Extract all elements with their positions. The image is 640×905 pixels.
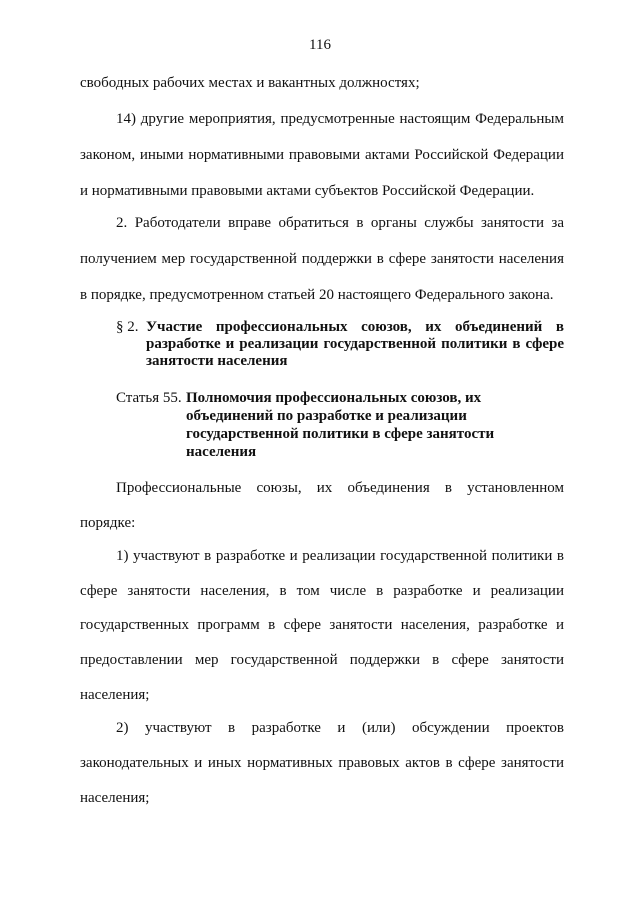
section-heading xyxy=(146,319,564,370)
section-heading-line: занятости населения xyxy=(146,353,288,369)
article-heading-line: объединений по разработке и реализации xyxy=(186,408,467,424)
article-heading xyxy=(186,389,516,461)
text-line: в порядке, предусмотренном статьей 20 настоящего Федерального закона. xyxy=(80,287,554,303)
text-line: населения; xyxy=(80,790,150,806)
text-line: сфере занятости населения, в том числе в разработке и реализации xyxy=(80,583,564,599)
text-line: получением мер государственной поддержки в сфере занятости населения xyxy=(80,251,564,267)
text-line: и нормативными правовыми актами субъектов Российской Федерации. xyxy=(80,183,535,199)
article-heading-line: Полномочия профессиональных союзов, их xyxy=(186,390,482,406)
text-line: законом, иными нормативными правовыми актами Российской Федерации xyxy=(80,147,564,163)
text-line: порядке: xyxy=(80,515,136,531)
text-line: 2) участвуют в разработке и (или) обсуждении проектов xyxy=(116,720,564,736)
section-number: § 2. xyxy=(116,319,139,335)
text-line: 1) участвуют в разработке и реализации государственной политики в xyxy=(116,548,564,564)
text-line: населения; xyxy=(80,687,150,703)
article-heading-line: государственной политики в сфере занятости xyxy=(186,426,495,442)
text-line: 14) другие мероприятия, предусмотренные настоящим Федеральным xyxy=(116,111,564,127)
article-label: Статья 55. xyxy=(116,390,182,406)
section-heading-line: разработке и реализации государственной политики в сфере xyxy=(146,336,564,352)
text-line: 2. Работодатели вправе обратиться в органы службы занятости за xyxy=(116,215,564,231)
section-heading-line: Участие профессиональных союзов, их объединений в xyxy=(146,319,564,335)
text-line: Профессиональные союзы, их объединения в установленном xyxy=(116,480,564,496)
text-line: государственных программ в сфере занятости населения, разработке и xyxy=(80,617,564,633)
page-number: 116 xyxy=(309,37,331,53)
article-heading-line: населения xyxy=(186,444,257,460)
text-line: законодательных и иных нормативных правовых актов в сфере занятости xyxy=(80,755,564,771)
text-line: свободных рабочих местах и вакантных должностях; xyxy=(80,75,420,91)
text-line: предоставлении мер государственной поддержки в сфере занятости xyxy=(80,652,564,668)
